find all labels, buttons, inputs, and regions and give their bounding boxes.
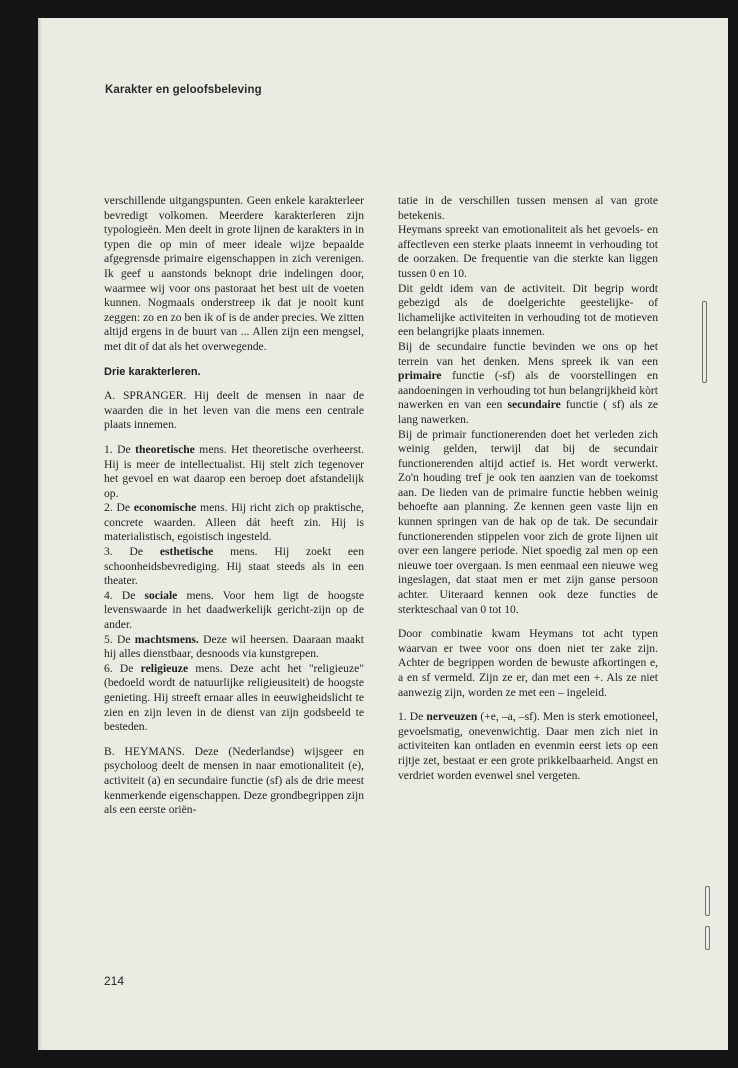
type-item: 3. De esthetische mens. Hij zoekt een schoonheidsbevrediging. Hij staat steeds als in een theater. bbox=[104, 545, 364, 588]
page-number: 214 bbox=[104, 974, 125, 988]
term-secundaire: secundaire bbox=[507, 398, 561, 412]
paragraph: Heymans spreekt van emotionaliteit als het gevoels- en affectleven een sterke plaats inneemt in verhouding tot de oorzaken. De frequentie van die sterkte kan liggen tussen 0 en 10. bbox=[398, 223, 658, 280]
type-item: 1. De nerveuzen (+e, –a, –sf). Men is sterk emotioneel, gevoelsmatig, onevenwichtig. Daar men zich niet in activiteiten kan ontladen en evenmin eerst iets op een rijtje zet, bestaat er een grote prikkelbaarheid. Angst en verdriet worden evenwel snel vergeten. bbox=[398, 710, 658, 782]
type-term: esthetische bbox=[159, 545, 214, 559]
paragraph: tatie in de verschillen tussen mensen al van grote betekenis. bbox=[398, 194, 658, 222]
section-heading: Drie karakterleren. bbox=[104, 365, 201, 378]
type-term: machtsmens. bbox=[134, 632, 199, 646]
type-term: religieuze bbox=[140, 661, 189, 675]
right-column bbox=[398, 194, 658, 783]
term-primaire: primaire bbox=[398, 369, 442, 383]
type-item: 5. De machtsmens. Deze wil heersen. Daaraan maakt hij alles dienstbaar, desnoods via kunstgrepen. bbox=[104, 632, 365, 661]
left-column bbox=[104, 194, 364, 818]
type-term: sociale bbox=[144, 588, 178, 602]
binding-clip-mark bbox=[705, 886, 710, 916]
paragraph: Bij de primair functionerenden doet het verleden zich weinig gelden, terwijl dat bij de secundair functionerenden altijd actief is. Het wordt verwerkt. Zo'n houding tref je ook ten aanzien van de toekomst aan. De lieden van de primaire functie hebben weinig behoefte aan planning. Ze kennen geen vaste lijn en kunnen springen van de hak op de tak. De secundair functionerenden stippelen voor zich de grote lijnen uit over een langere periode. Niet spoedig zal men op een nieuwe toer overgaan. Is men eenmaal een nieuwe weg ingeslagen, dat staat men er met zijn ganse persoon achter. Uiteraard kennen ook deze functies de sterkteschaal van 0 tot 10. bbox=[398, 427, 658, 616]
type-term: theoretische bbox=[135, 442, 195, 456]
spranger-paragraph: A. SPRANGER. Hij deelt de mensen in naar de waarden die in het leven van die mens een centrale plaats innemen. bbox=[104, 389, 364, 432]
running-head: Karakter en geloofsbeleving bbox=[105, 84, 262, 96]
type-item: 6. De religieuze mens. Deze acht het "religieuze" (bedoeld wordt de natuurlijke religieusiteit) de hoogste genieting. Hij streeft ernaar alles in eeuwigheidslicht te zien en zijn leven in de dienst van zijn godsbeeld te besteden. bbox=[104, 661, 364, 734]
type-term: nerveuzen bbox=[426, 710, 478, 724]
paragraph: Door combinatie kwam Heymans tot acht typen waarvan er twee voor ons doen niet ter zake zijn. Achter de begrippen worden de bewuste afkortingen e, a en sf vermeld. Zijn ze er, dan met een +. Als ze niet aanwezig zijn, worden ze met een – ingeleid. bbox=[398, 627, 658, 699]
type-term: economische bbox=[133, 501, 197, 515]
page-edge-shadow bbox=[38, 18, 42, 1050]
heymans-paragraph: B. HEYMANS. Deze (Nederlandse) wijsgeer en psycholoog deelt de mensen in naar emotionaliteit (e), activiteit (a) en secundaire functie (sf) als de drie meest kenmerkende eigenschappen. Deze grondbegrippen zijn als een eerste oriën- bbox=[104, 744, 364, 817]
paragraph: Dit geldt idem van de activiteit. Dit begrip wordt gebezigd als de doelgerichte geestelijke- of lichamelijke activiteiten in verhouding tot de motieven een belangrijke plaats innemen. bbox=[398, 281, 658, 339]
type-item: 1. De theoretische mens. Het theoretische overheerst. Hij is meer de intellectualist. Hij stelt zich tegenover het gevoel en wat daarop een beroep doet afstandelijk op. bbox=[104, 442, 364, 500]
intro-paragraph: verschillende uitgangspunten. Geen enkele karakterleer bevredigt volkomen. Meerdere karakterleren zijn typologieën. Men deelt in grote lijnen de karakters in in typen die op min of meer ideale wijze bepaalde afgegrensde primaire eigenschappen in zich verenigen. Ik geef u aanstonds beknopt drie indelingen door, waarmee wij voor ons pastoraat het best uit de voeten kunnen. Nogmaals onderstreep ik dat je nooit kunt zeggen: zo en zo ben ik of is de ander precies. We zitten altijd ergens in de buurt van ... Allen zijn een mengsel, met dit of dat als het overwegende. bbox=[104, 194, 364, 353]
book-page bbox=[38, 18, 728, 1050]
type-item: 4. De sociale mens. Voor hem ligt de hoogste levenswaarde in het daadwerkelijk gericht-zijn op de ander. bbox=[104, 588, 364, 632]
type-item: 2. De economische mens. Hij richt zich op praktische, concrete waarden. Alleen dát heeft zin. Hij is materialistisch, egoistisch ingesteld. bbox=[104, 501, 364, 544]
binding-clip-mark bbox=[705, 926, 710, 950]
binding-clip-mark bbox=[702, 301, 707, 383]
secundaire-functie-paragraph: Bij de secundaire functie bevinden we ons op het terrein van het denken. Mens spreek ik van een primaire functie (-sf) als de voorstellingen en aandoeningen in verhouding tot hun belangrijkheid kòrt nawerken en van een secundaire functie ( sf) als ze lang nawerken. bbox=[398, 339, 658, 426]
